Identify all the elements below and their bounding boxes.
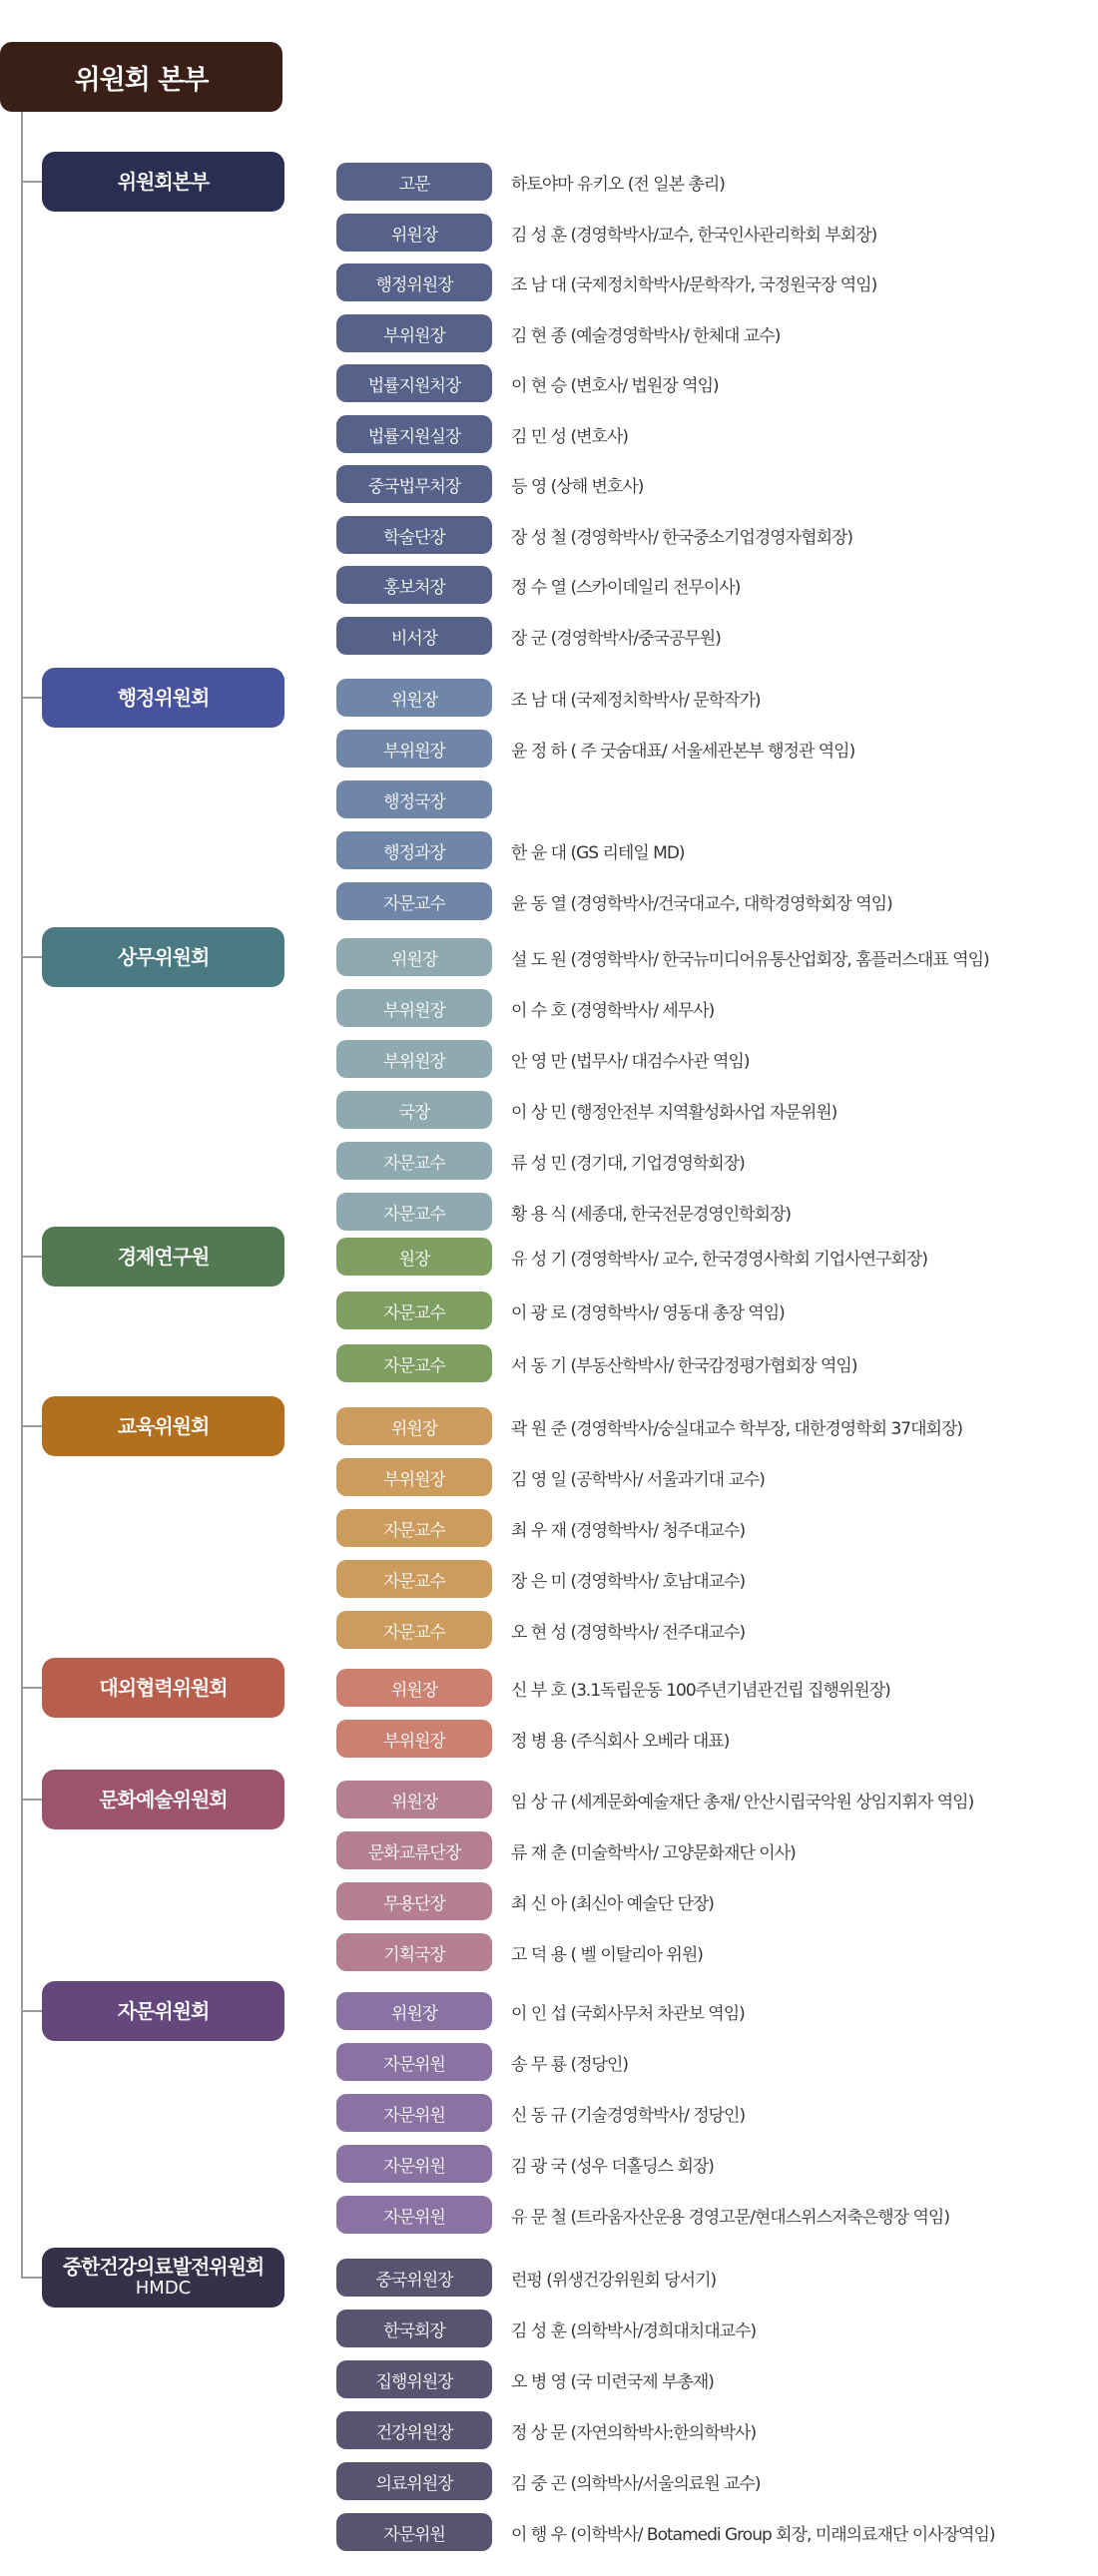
member-name: 최 우 재 (경영학박사/ 청주대교수) [511,1520,746,1541]
section-box [42,2248,284,2308]
member-name: 하토야마 유키오 (전 일본 총리) [511,174,725,195]
section-title: 경제연구원 [117,1244,210,1269]
role-pill: 자문교수 [336,1611,492,1649]
connector-line [22,2277,42,2279]
role-pill: 문화교류단장 [336,1831,492,1869]
member-name: 등 영 (상해 변호사) [511,476,644,497]
member-name: 안 영 만 (법무사/ 대검수사관 역임) [511,1051,750,1072]
role-pill: 부위원장 [336,1040,492,1078]
role-pill: 자문위원 [336,2513,492,2551]
role-pill: 홍보처장 [336,566,492,604]
role-pill: 위원장 [336,1781,492,1818]
role-pill: 자문위원 [336,2094,492,2132]
role-pill: 자문교수 [336,1344,492,1382]
section-title: 교육위원회 [117,1413,210,1438]
connector-line [22,1799,42,1801]
member-name: 김 성 훈 (경영학박사/교수, 한국인사관리학회 부회장) [511,225,877,246]
member-name: 황 용 식 (세종대, 한국전문경영인학회장) [511,1204,792,1225]
member-name: 윤 정 하 ( 주 굿숨대표/ 서울세관본부 행정관 역임) [511,741,855,762]
member-name: 류 재 춘 (미술학박사/ 고양문화재단 이사) [511,1842,796,1863]
member-name: 김 성 훈 (의학박사/경희대치대교수) [511,2320,757,2341]
role-pill: 부위원장 [336,730,492,768]
role-pill: 의료위원장 [336,2462,492,2500]
member-name: 이 수 호 (경영학박사/ 세무사) [511,1000,715,1021]
member-name: 이 행 우 (이학박사/ Botamedi Group 회장, 미래의료재단 이사장역임) [511,2524,995,2545]
chart-title: 위원회 본부 [0,42,282,112]
section-subtitle: HMDC [135,2278,192,2300]
connector-line [22,1256,42,1258]
member-name: 오 병 영 (국 미련국제 부총재) [511,2371,714,2392]
role-pill: 집행위원장 [336,2360,492,2398]
role-pill: 부위원장 [336,1720,492,1758]
member-name: 임 상 규 (세계문화예술재단 총재/ 안산시립국악원 상임지휘자 역임) [511,1792,974,1812]
role-pill: 행정위원장 [336,263,492,301]
member-name: 김 중 곤 (의학박사/서울의료원 교수) [511,2473,761,2494]
role-pill: 무용단장 [336,1882,492,1920]
role-pill: 위원장 [336,214,492,252]
role-pill: 비서장 [336,617,492,655]
member-name: 윤 동 열 (경영학박사/건국대교수, 대학경영학회장 역임) [511,893,892,914]
section-title: 자문위원회 [117,1998,210,2023]
section-title: 위원회본부 [117,169,210,194]
role-pill: 행정과장 [336,831,492,869]
member-name: 신 동 규 (기술경영학박사/ 정당인) [511,2105,746,2126]
member-name: 설 도 원 (경영학박사/ 한국뉴미디어유통산업회장, 홈플러스대표 역임) [511,949,989,970]
role-pill: 법률지원실장 [336,415,492,453]
role-pill: 행정국장 [336,780,492,818]
section-title: 상무위원회 [117,944,210,969]
role-pill: 위원장 [336,1407,492,1445]
connector-line [22,2010,42,2012]
member-name: 이 인 섭 (국회사무처 차관보 역임) [511,2003,745,2024]
member-name: 류 성 민 (경기대, 기업경영학회장) [511,1153,745,1174]
member-name: 신 부 호 (3.1독립운동 100주년기념관건립 집행위원장) [511,1680,890,1701]
member-name: 이 광 로 (경영학박사/ 영동대 총장 역임) [511,1302,785,1323]
section-box [42,668,284,728]
connector-line [22,1425,42,1427]
section-box [42,1658,284,1718]
role-pill: 자문위원 [336,2145,492,2183]
role-pill: 고문 [336,163,492,201]
role-pill: 원장 [336,1238,492,1276]
section-box [42,152,284,212]
role-pill: 중국법무처장 [336,465,492,503]
member-name: 곽 원 준 (경영학박사/숭실대교수 학부장, 대한경영학회 37대회장) [511,1418,962,1439]
role-pill: 기획국장 [336,1933,492,1971]
role-pill: 자문교수 [336,1560,492,1598]
role-pill: 자문교수 [336,1142,492,1180]
role-pill: 위원장 [336,938,492,976]
section-title: 문화예술위원회 [99,1787,228,1811]
member-name: 정 병 용 (주식회사 오베라 대표) [511,1731,730,1752]
member-name: 서 동 기 (부동산학박사/ 한국감정평가협회장 역임) [511,1355,857,1376]
connector-trunk [21,112,23,2279]
role-pill: 부위원장 [336,989,492,1027]
section-box [42,927,284,987]
member-name: 유 성 기 (경영학박사/ 교수, 한국경영사학회 기업사연구회장) [511,1249,927,1270]
role-pill: 자문위원 [336,2196,492,2234]
role-pill: 국장 [336,1091,492,1129]
member-name: 정 수 열 (스카이데일리 전무이사) [511,577,741,598]
role-pill: 위원장 [336,1992,492,2030]
connector-line [22,181,42,183]
member-name: 이 현 승 (변호사/ 법원장 역임) [511,375,719,396]
role-pill: 자문교수 [336,1509,492,1547]
section-box [42,1227,284,1287]
member-name: 장 군 (경영학박사/중국공무원) [511,628,721,649]
member-name: 고 덕 용 ( 벨 이탈리아 위원) [511,1944,703,1965]
connector-line [22,1687,42,1689]
member-name: 오 현 성 (경영학박사/ 전주대교수) [511,1622,746,1643]
role-pill: 위원장 [336,1669,492,1707]
member-name: 조 남 대 (국제정치학박사/ 문학작가) [511,690,761,711]
role-pill: 위원장 [336,679,492,717]
section-title: 행정위원회 [117,685,210,710]
member-name: 한 윤 대 (GS 리테일 MD) [511,842,685,863]
role-pill: 학술단장 [336,516,492,554]
role-pill: 자문교수 [336,1193,492,1231]
member-name: 장 은 미 (경영학박사/ 호남대교수) [511,1571,746,1592]
member-name: 런펑 (위생건강위원회 당서기) [511,2270,717,2291]
role-pill: 자문교수 [336,882,492,920]
member-name: 김 현 종 (예술경영학박사/ 한체대 교수) [511,325,781,346]
role-pill: 법률지원처장 [336,364,492,402]
member-name: 김 민 성 (변호사) [511,426,629,447]
section-title: 중한건강의료발전위원회 [62,2255,265,2280]
connector-line [22,956,42,958]
member-name: 조 남 대 (국제정치학박사/문학작가, 국정원국장 역임) [511,274,877,295]
role-pill: 건강위원장 [336,2411,492,2449]
role-pill: 부위원장 [336,1458,492,1496]
member-name: 유 문 철 (트라움자산운용 경영고문/현대스위스저축은행장 역임) [511,2207,949,2228]
role-pill: 중국위원장 [336,2259,492,2297]
role-pill: 한국회장 [336,2310,492,2347]
member-name: 장 성 철 (경영학박사/ 한국중소기업경영자협회장) [511,527,853,548]
section-box [42,1396,284,1456]
member-name: 정 상 문 (자연의학박사:한의학박사) [511,2422,757,2443]
role-pill: 부위원장 [336,314,492,352]
member-name: 송 무 룡 (정당인) [511,2054,629,2075]
role-pill: 자문위원 [336,2043,492,2081]
connector-line [22,697,42,699]
member-name: 김 광 국 (성우 더홀딩스 회장) [511,2156,714,2177]
section-box [42,1981,284,2041]
role-pill: 자문교수 [336,1291,492,1329]
section-box [42,1770,284,1829]
member-name: 이 상 민 (행정안전부 지역활성화사업 자문위원) [511,1102,837,1123]
member-name: 김 영 일 (공학박사/ 서울과기대 교수) [511,1469,765,1490]
section-title: 대외협력위원회 [99,1675,228,1700]
member-name: 최 신 아 (최신아 예술단 단장) [511,1893,714,1914]
